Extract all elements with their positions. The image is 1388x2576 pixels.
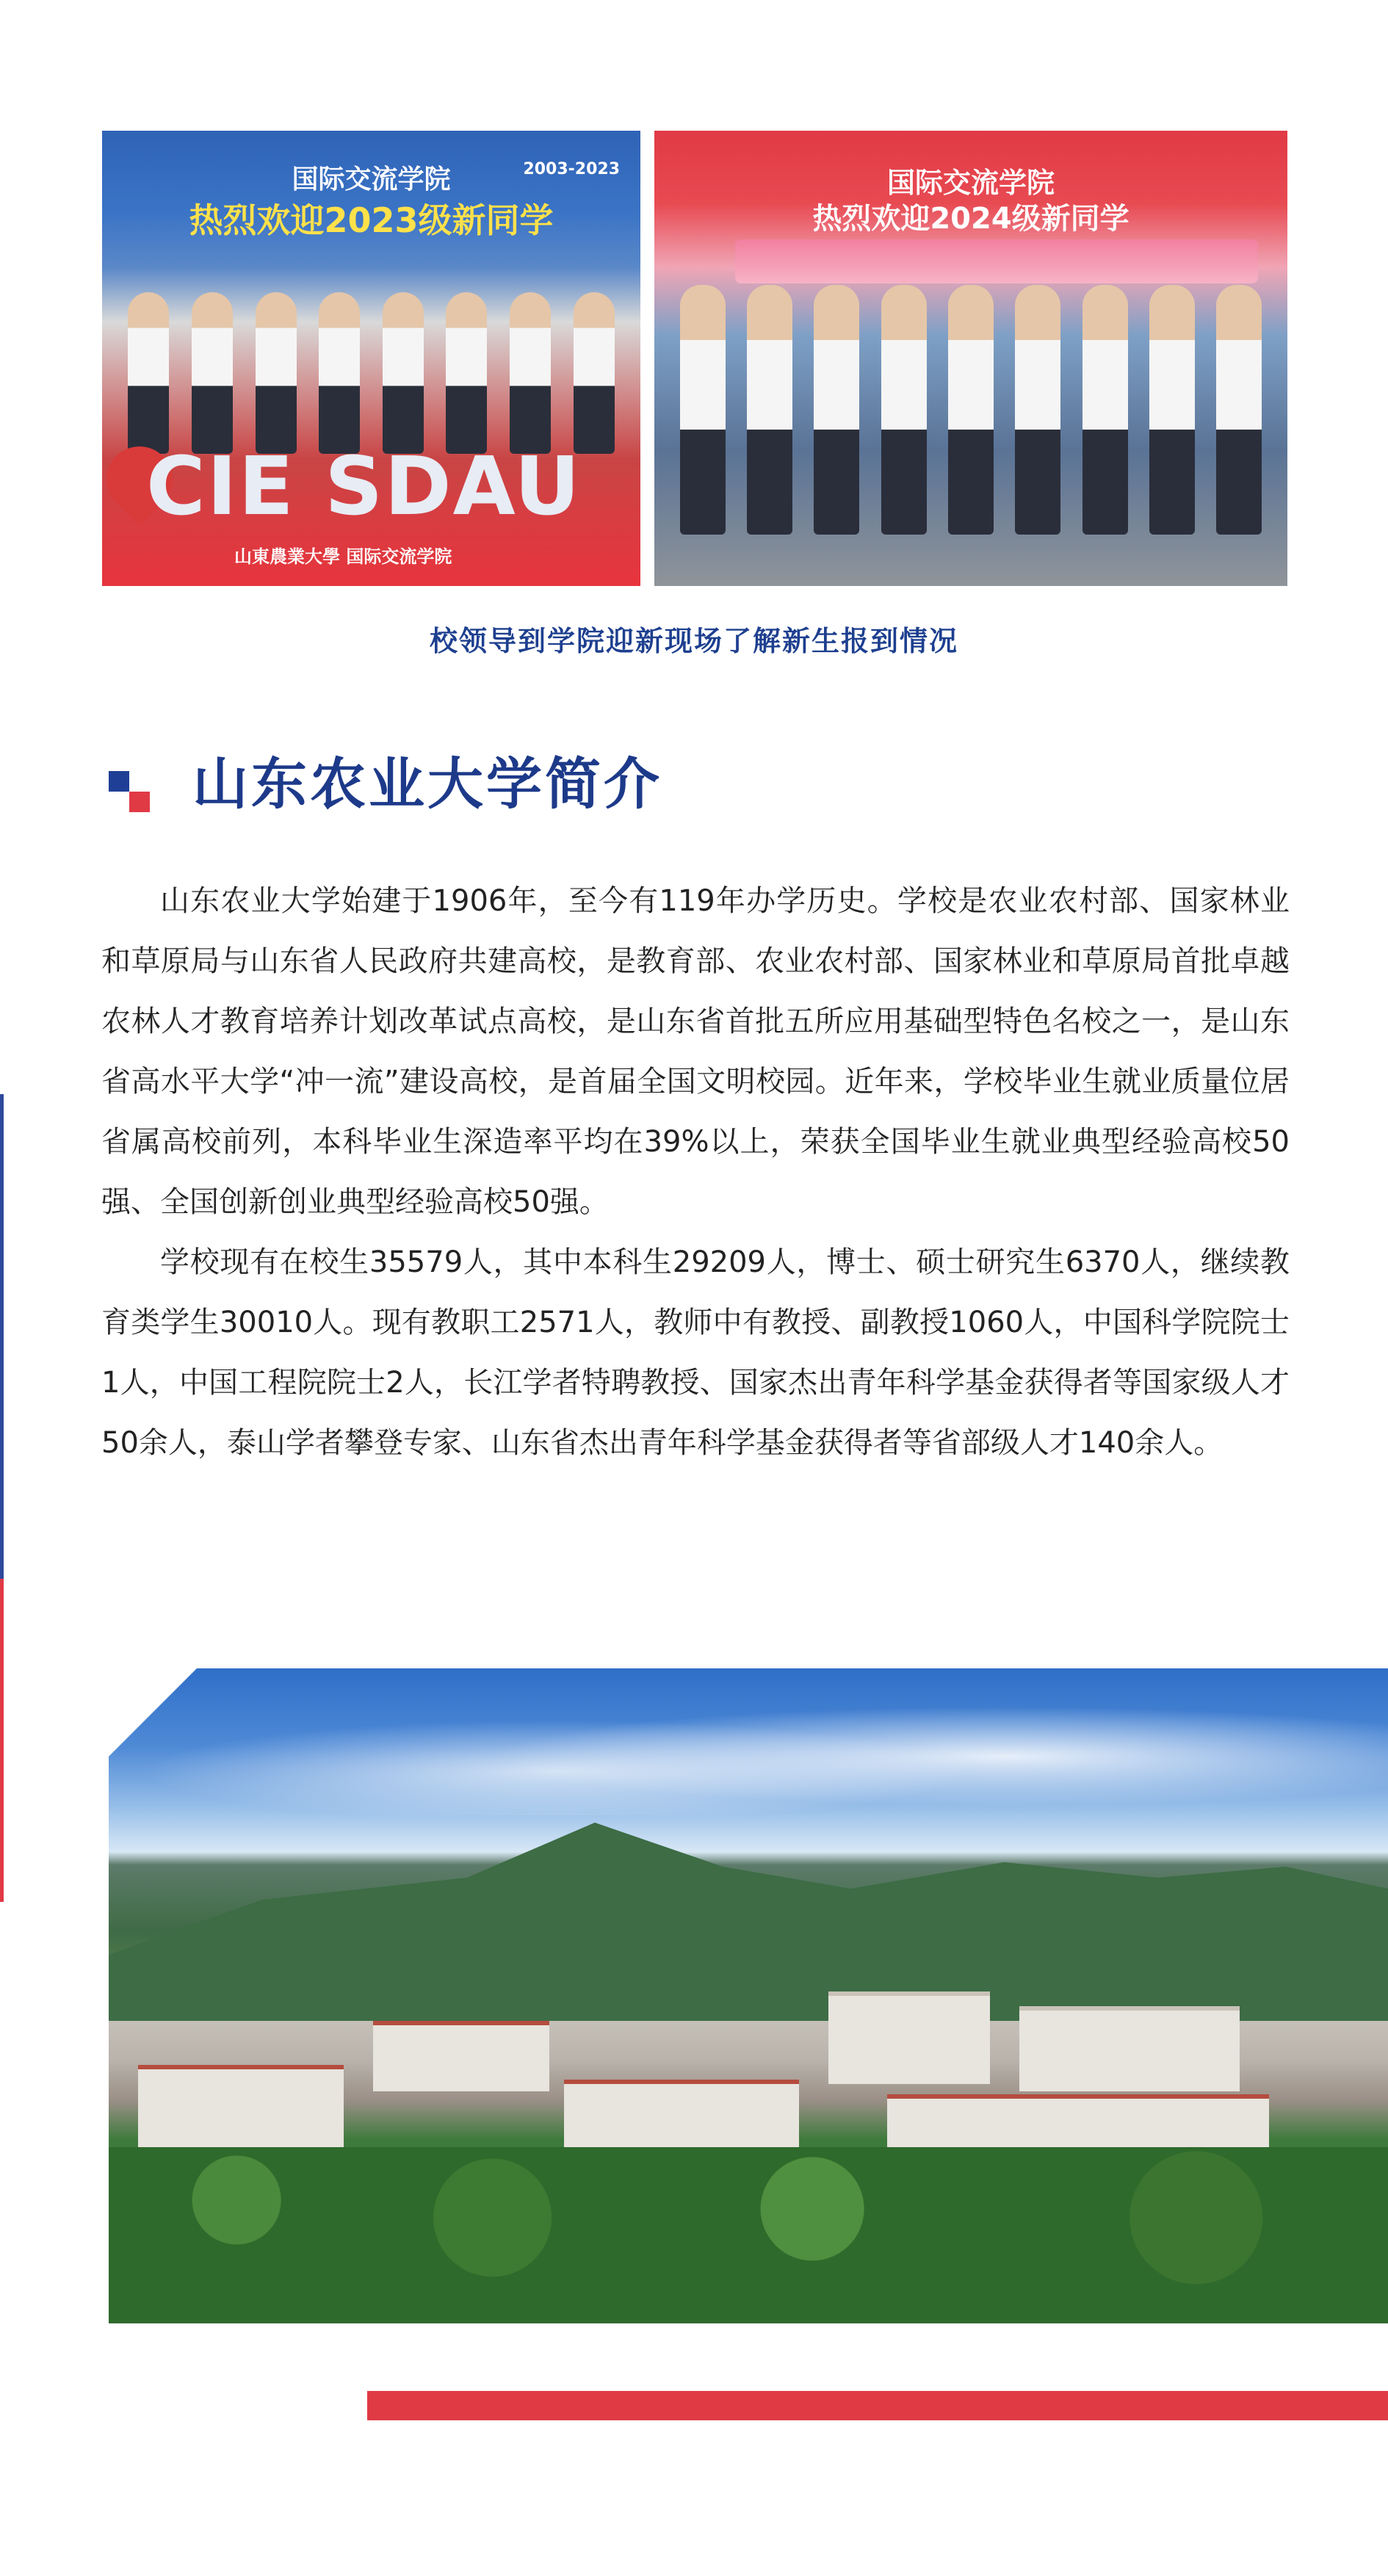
section-mark-blue [109, 771, 129, 792]
building [828, 1991, 990, 2084]
photo-caption: 校领导到学院迎新现场了解新生报到情况 [429, 625, 958, 657]
group-of-people [117, 278, 626, 454]
photo-years: 2003-2023 [523, 160, 620, 178]
intro-body [101, 871, 1290, 1473]
left-edge-stripe [0, 1094, 4, 1902]
person-figure [1015, 285, 1060, 535]
college-logo-text: 山東農業大學 国际交流学院 [234, 546, 452, 567]
person-figure [1149, 285, 1195, 535]
section-title: 山东农业大学简介 [192, 751, 662, 817]
intro-paragraph-1: 山东农业大学始建于1906年，至今有119年办学历史。学校是农业农村部、国家林业和草原局与山东省人民政府共建高校，是教育部、农业农村部、国家林业和草原局首批卓越农林人才教育培养计划改革试点高校，是山东省首批五所应用基础型特色名校之一，是山东省高水平大学“冲一流”建设高校，是首届全国文明校园。近年来，学校毕业生就业质量位居省属高校前列，本科毕业生深造率平均在39%以上，荣获全国毕业生就业典型经验高校50强、全国创新创业典型经验高校50强。 [101, 884, 1290, 1219]
campus-trees [109, 2147, 1388, 2323]
photo-banner-college: 国际交流学院 [886, 167, 1055, 199]
person-figure [747, 285, 792, 535]
person-figure [1216, 285, 1262, 535]
person-figure [680, 285, 726, 535]
group-of-people [669, 270, 1273, 535]
sky-clouds [109, 1668, 1388, 1815]
campus-buildings [109, 1977, 1388, 2168]
photo-banner-college: 国际交流学院 [292, 164, 451, 195]
person-figure [128, 292, 169, 454]
person-figure [256, 292, 297, 454]
person-figure [814, 285, 859, 535]
person-figure [510, 292, 551, 454]
building [1019, 2006, 1240, 2091]
section-mark-red [129, 792, 150, 812]
building [373, 2021, 549, 2091]
welcome-photo-2023 [102, 131, 640, 586]
person-figure [446, 292, 487, 454]
person-figure [574, 292, 615, 454]
person-figure [383, 292, 424, 454]
building [564, 2080, 799, 2157]
person-figure [192, 292, 233, 454]
person-figure [1082, 285, 1128, 535]
campus-aerial-photo [109, 1668, 1388, 2323]
photo-banner-welcome: 热烈欢迎2023级新同学 [189, 200, 554, 240]
intro-paragraph-2: 学校现有在校生35579人，其中本科生29209人，博士、硕士研究生6370人，继续教育类学生30010人。现有教职工2571人，教师中有教授、副教授1060人，中国科学院院士1人，中国工程院院士2人，长江学者特聘教授、国家杰出青年科学基金获得者等国家级人才50余人，泰山学者攀登专家、山东省杰出青年科学基金获得者等省部级人才140余人。 [101, 1245, 1290, 1460]
photo-banner-welcome: 热烈欢迎2024级新同学 [812, 202, 1129, 236]
bottom-accent-bar [367, 2391, 1388, 2420]
person-figure [948, 285, 994, 535]
person-figure [319, 292, 360, 454]
building [138, 2065, 344, 2150]
cie-sdau-sign: CIE SDAU [146, 439, 582, 533]
welcome-photo-2024 [654, 131, 1287, 586]
person-figure [881, 285, 927, 535]
